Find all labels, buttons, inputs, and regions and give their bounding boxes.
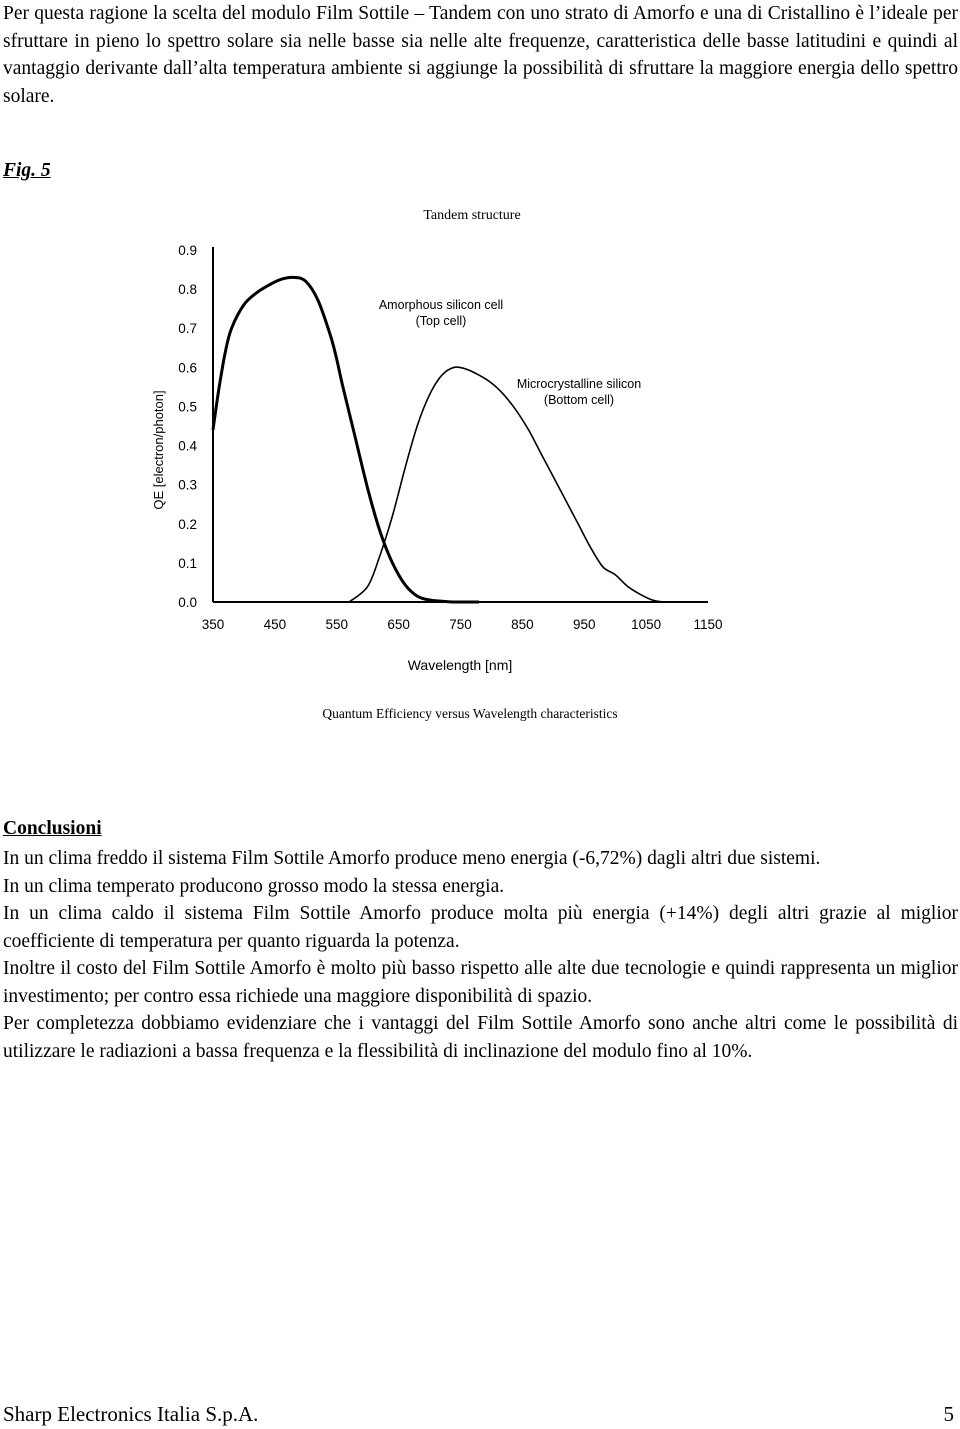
figure-label: Fig. 5 (3, 160, 51, 181)
conclusion-paragraph: Per completezza dobbiamo evidenziare che i vantaggi del Film Sottile Amorfo sono anche altri come le possibilità di utilizzare le radiazioni a bassa frequenza e la flessibilità di inclinazione del modulo fino al 10%. (3, 1013, 958, 1062)
x-tick-label: 750 (449, 617, 472, 632)
series-amorphous-label: Amorphous silicon cell (378, 298, 504, 312)
x-tick-label: 1150 (693, 617, 723, 632)
x-tick-label: 350 (201, 617, 225, 632)
footer-company: Sharp Electronics Italia S.p.A. (3, 1402, 259, 1426)
x-tick-label: 950 (572, 617, 596, 632)
y-tick-label: 0.8 (178, 282, 197, 298)
chart-canvas (0, 185, 960, 740)
conclusion-paragraph: In un clima temperato producono grosso modo la stessa energia. (3, 875, 505, 897)
y-tick-label: 0.1 (178, 555, 197, 571)
x-axis-label: Wavelength [nm] (407, 657, 513, 673)
conclusion-paragraph: In un clima caldo il sistema Film Sottile Amorfo produce molta più energia (+14%) degli altri grazie al miglior coefficiente di temperatura per quanto riguarda la potenza. (3, 903, 958, 952)
y-axis-label: QE [electron/photon] (151, 390, 166, 510)
y-tick-label: 0.3 (178, 477, 197, 493)
y-tick-label: 0.7 (178, 321, 197, 337)
x-tick-label: 550 (325, 617, 349, 632)
series-amorphous-label: (Top cell) (415, 314, 467, 328)
y-tick-labels (178, 243, 197, 610)
y-tick-label: 0.0 (178, 595, 197, 610)
intro-paragraph: Per questa ragione la scelta del modulo Film Sottile – Tandem con uno strato di Amorfo e una di Cristallino è l’ideale per sfruttare in pieno lo spettro solare sia nelle basse sia nelle alte frequenze, caratteristica delle basse latitudini e quindi al vantaggio derivante dall’alta temperatura ambiente si aggiunge la possibilità di sfruttare la maggiore energia dello spettro solare. (3, 3, 958, 107)
x-tick-label: 650 (387, 617, 410, 632)
series-labels (379, 298, 641, 407)
x-tick-label: 850 (511, 617, 534, 632)
y-tick-label: 0.6 (178, 360, 197, 376)
conclusion-paragraph: In un clima freddo il sistema Film Sottile Amorfo produce meno energia (-6,72%) dagli altri due sistemi. (3, 848, 821, 869)
y-tick-label: 0.5 (178, 399, 197, 415)
conclusion-paragraph: Inoltre il costo del Film Sottile Amorfo è molto più basso rispetto alle alte due tecnologie e quindi rappresenta un miglior investimento; per contro essa richiede una maggiore disponibilità di spazio. (3, 958, 958, 1007)
chart-title: Tandem structure (423, 208, 521, 223)
y-tick-label: 0.4 (178, 438, 197, 454)
x-tick-label: 450 (263, 617, 287, 632)
footer-page-number: 5 (943, 1402, 954, 1426)
series-microcrystalline-line (349, 367, 677, 602)
conclusions-body (3, 845, 958, 1065)
x-tick-labels (202, 617, 723, 632)
x-tick-label: 1050 (631, 617, 662, 632)
conclusions-heading: Conclusioni (3, 818, 102, 839)
y-tick-label: 0.9 (178, 243, 197, 258)
y-tick-label: 0.2 (178, 516, 197, 532)
qe-chart (0, 185, 960, 740)
series-microcrystalline-label: (Bottom cell) (543, 393, 615, 407)
series-microcrystalline-label: Microcrystalline silicon (516, 377, 642, 391)
chart-caption: Quantum Efficiency versus Wavelength characteristics (322, 706, 618, 721)
